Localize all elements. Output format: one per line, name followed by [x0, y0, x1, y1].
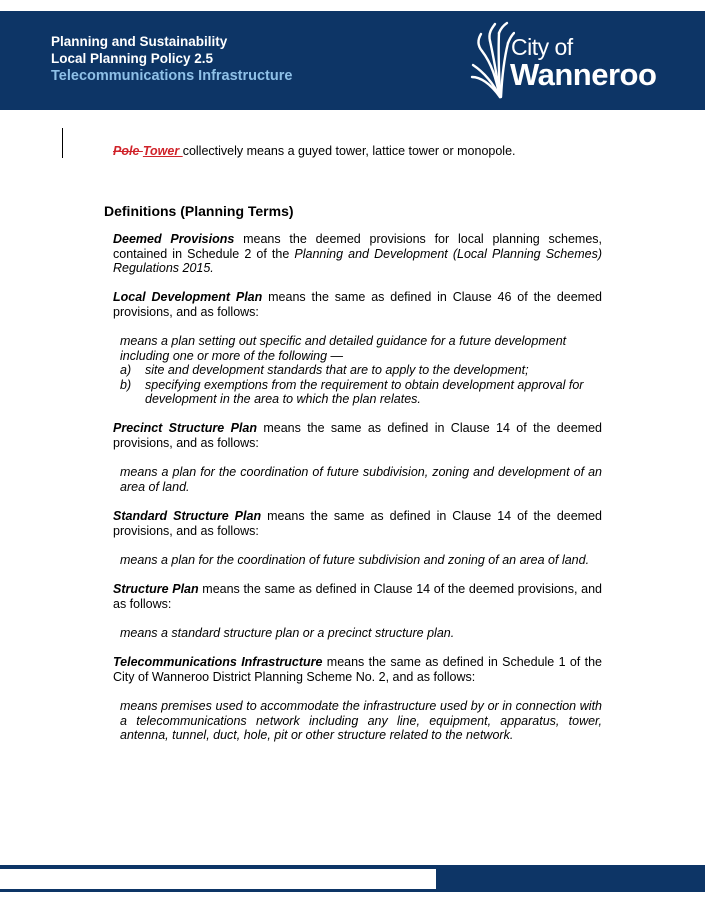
quote-list — [120, 363, 602, 407]
list-marker: a) — [120, 363, 132, 378]
definition-text: means the same as defined in Schedule 1 of the City of Wanneroo District Planning Scheme No. 2, and as follows: — [113, 655, 602, 684]
definition-term: Telecommunications Infrastructure — [113, 655, 323, 669]
definition-deemed-provisions — [113, 232, 602, 276]
definition-term: Structure Plan — [113, 582, 199, 596]
list-marker: b) — [120, 377, 132, 392]
quote-text: means a plan setting out specific and detailed guidance for a future development including one or more of the following — — [120, 334, 567, 363]
definition-local-development-plan — [113, 290, 602, 319]
definition-text: means the same as defined in Clause 14 of the deemed provisions, and as follows: — [113, 509, 602, 538]
definition-telecommunications-infrastructure — [113, 655, 602, 684]
list-item — [120, 378, 602, 407]
header-policy-title: Telecommunications Infrastructure — [51, 68, 293, 84]
quote-precinct-structure-plan: means a plan for the coordination of future subdivision, zoning and development of an area of land. — [120, 465, 602, 494]
list-item-text: site and development standards that are to apply to the development; — [145, 363, 529, 378]
definition-term: Standard Structure Plan — [113, 509, 262, 523]
list-item-text: specifying exemptions from the requirement to obtain development approval for development in the area to which the plan relates. — [145, 377, 584, 407]
logo-city-of: City of — [511, 34, 573, 60]
page-header — [0, 11, 705, 110]
definition-text: means the same as defined in Clause 46 of the deemed provisions, and as follows: — [113, 290, 602, 319]
quote-structure-plan: means a standard structure plan or a precinct structure plan. — [120, 626, 455, 640]
tower-definition — [113, 144, 516, 158]
definition-term: Deemed Provisions — [113, 232, 235, 246]
section-heading: Definitions (Planning Terms) — [104, 203, 294, 219]
header-department: Planning and Sustainability — [51, 34, 228, 49]
tower-definition-text: collectively means a guyed tower, lattice tower or monopole. — [182, 144, 516, 158]
definition-precinct-structure-plan — [113, 421, 602, 450]
definition-term: Local Development Plan — [113, 290, 263, 304]
definition-structure-plan — [113, 582, 602, 611]
list-item — [120, 363, 602, 378]
definition-italic-title: Planning and Development (Local Planning Schemes) Regulations 2015. — [113, 246, 602, 276]
quote-local-development-plan — [120, 334, 602, 407]
header-policy-number: Local Planning Policy 2.5 — [51, 51, 214, 66]
quote-standard-structure-plan: means a plan for the coordination of future subdivision and zoning of an area of land. — [120, 553, 590, 567]
track-change-bar — [62, 128, 63, 158]
city-of-wanneroo-logo — [470, 17, 675, 99]
grass-tree-logo-icon — [470, 19, 515, 99]
inserted-text: Tower — [142, 144, 183, 158]
definition-text: means the same as defined in Clause 14 of the deemed provisions, and as follows: — [113, 582, 602, 611]
definition-text: means the same as defined in Clause 14 of the deemed provisions, and as follows: — [113, 421, 602, 450]
logo-wanneroo: Wanneroo — [510, 57, 657, 92]
quote-telecommunications-infrastructure: means premises used to accommodate the infrastructure used by or in connection with a telecommunications network including any line, equipment, apparatus, tower, antenna, tunnel, duct, hole, pit or other structure related to the network. — [120, 699, 602, 743]
definition-term: Precinct Structure Plan — [113, 421, 257, 435]
definition-text: means the deemed provisions for local planning schemes, contained in Schedule 2 of the — [113, 232, 602, 261]
deleted-text: Pole — [113, 144, 143, 158]
footer-inset — [0, 869, 436, 889]
definition-standard-structure-plan — [113, 509, 602, 538]
